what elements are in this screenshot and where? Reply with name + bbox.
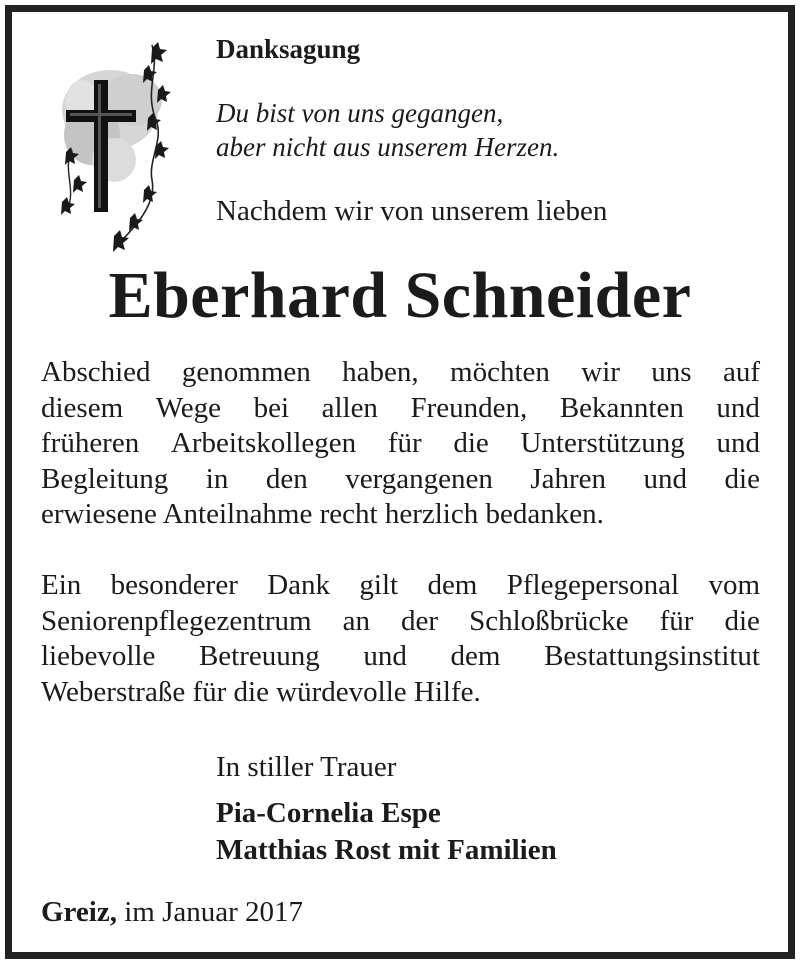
- special-thanks-paragraph: [41, 568, 760, 710]
- thanks-paragraph: [41, 355, 760, 533]
- date: im Januar 2017: [124, 896, 304, 928]
- paragraph-line: früheren Arbeitskollegen für die Unterstützung und: [41, 427, 760, 460]
- paragraph-line: diesem Wege bei allen Freunden, Bekannten und: [41, 391, 760, 424]
- notice-heading: Danksagung: [216, 34, 361, 64]
- paragraph-line: Seniorenpflegezentrum an der Schloßbrücke für die: [41, 604, 760, 637]
- poem-line-2: aber nicht aus unserem Herzen.: [216, 132, 560, 162]
- signer-2: Matthias Rost mit Familien: [216, 834, 557, 866]
- paragraph-line: Weberstraße für die würdevolle Hilfe.: [41, 675, 481, 708]
- paragraph-line: Abschied genommen haben, möchten wir uns auf: [41, 356, 760, 388]
- paragraph-line: Begleitung in den vergangenen Jahren und die: [41, 462, 760, 495]
- signer-1: Pia-Cornelia Espe: [216, 797, 441, 829]
- place: Greiz,: [41, 896, 117, 928]
- paragraph-line: erwiesene Anteilnahme recht herzlich bedanken.: [41, 498, 604, 531]
- cross-with-ivy-icon: [52, 40, 182, 260]
- poem-line-1: Du bist von uns gegangen,: [216, 98, 504, 128]
- paragraph-line: liebevolle Betreuung und dem Bestattungsinstitut: [41, 640, 760, 673]
- intro-text: Nachdem wir von unserem lieben: [216, 195, 608, 227]
- deceased-name: Eberhard Schneider: [108, 259, 692, 332]
- closing-text: In stiller Trauer: [216, 751, 397, 783]
- place-date: [41, 896, 303, 929]
- paragraph-line: Ein besonderer Dank gilt dem Pflegepersonal vom: [41, 569, 760, 601]
